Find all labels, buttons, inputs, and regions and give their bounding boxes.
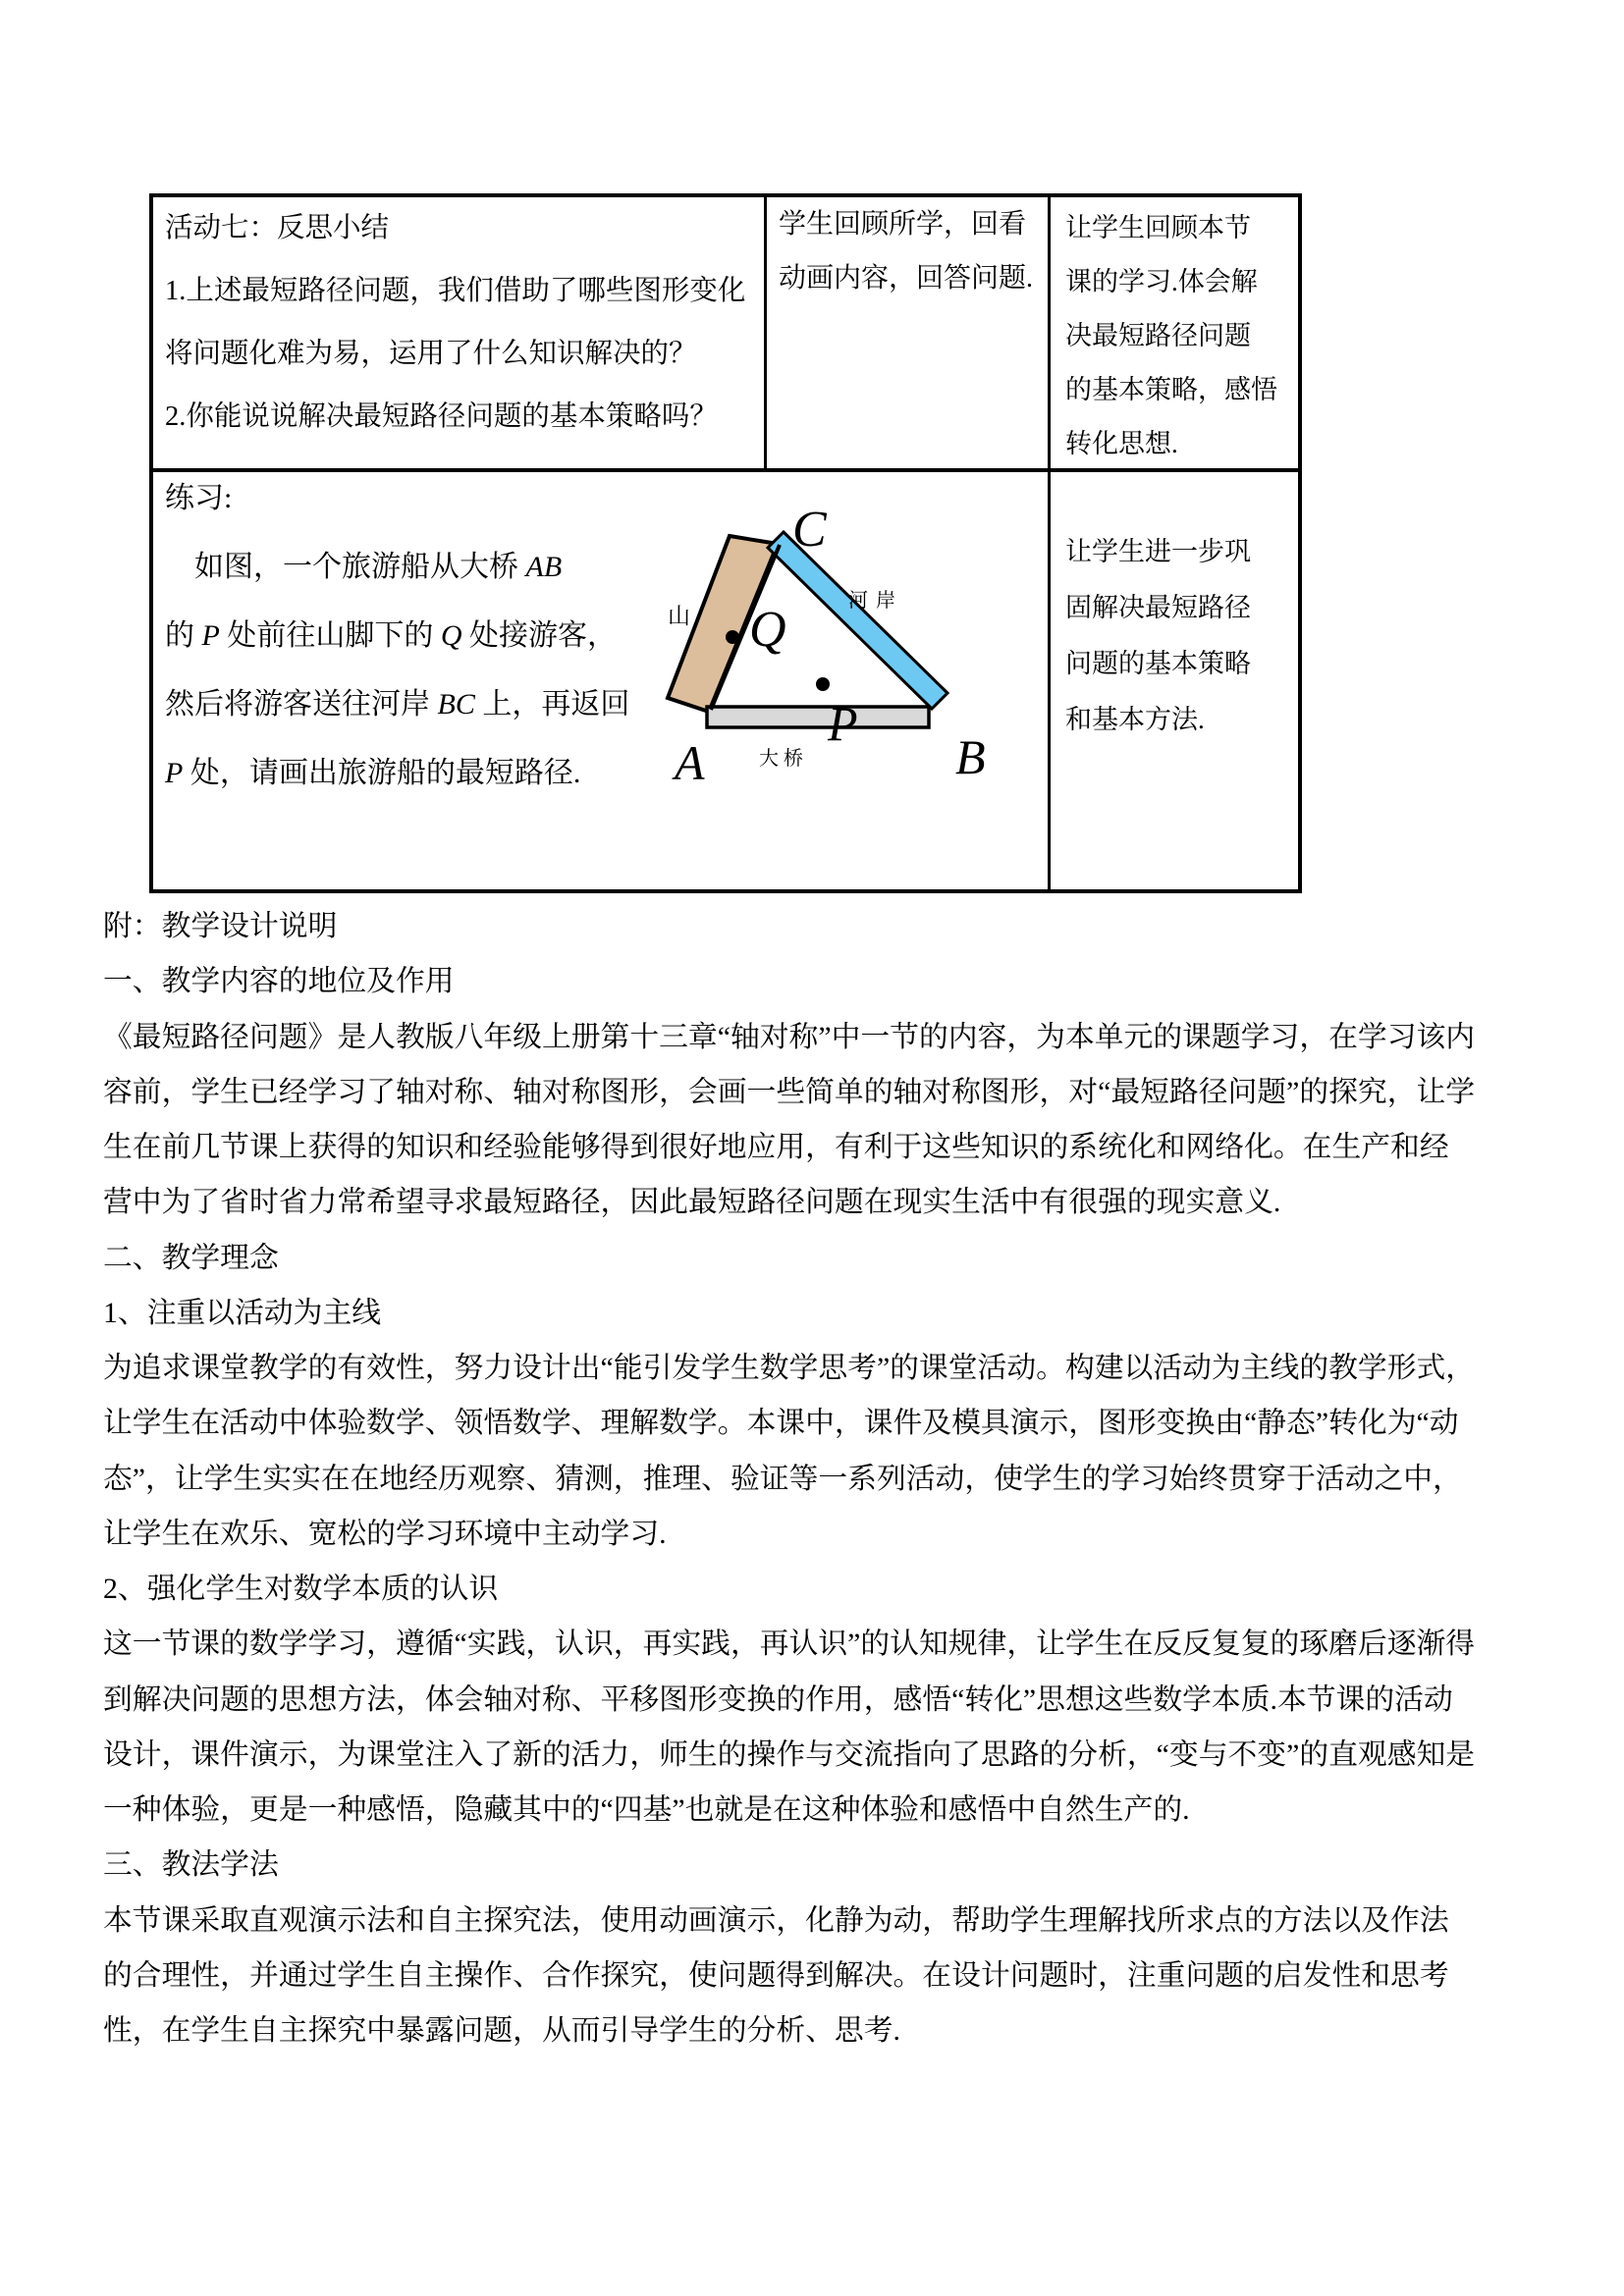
label-c: C <box>792 502 827 558</box>
table-divider-vertical-1 <box>764 197 767 468</box>
cell-design-purpose-row1 <box>1065 201 1299 471</box>
cell-activity-7 <box>165 197 760 449</box>
section-heading: 二、教学理念 <box>103 1241 279 1274</box>
cell-line: 的 P 处前往山脚下的 Q 处接游客， <box>165 619 617 652</box>
sub-heading: 2、强化学生对数学本质的认识 <box>103 1573 499 1605</box>
body-line: 本节课采取直观演示法和自主探究法，使用动画演示，化静为动，帮助学生理解找所求点的方法以及作法 <box>103 1903 1449 1937</box>
body-line: 这一节课的数学学习，遵循“实践，认识，再实践，再认识”的认知规律，让学生在反反复复的琢磨后逐渐得 <box>103 1628 1476 1661</box>
notes-title: 附：教学设计说明 <box>103 910 338 942</box>
cell-student-action <box>779 197 1046 305</box>
label-p: P <box>828 696 858 751</box>
cell-line: 动画内容，回答问题. <box>779 263 1034 294</box>
cell-line: 课的学习.体会解 <box>1065 267 1258 296</box>
body-line: 为追求课堂教学的有效性，努力设计出“能引发学生数学思考”的课堂活动。构建以活动为主线的教学形式， <box>103 1352 1476 1384</box>
sub-heading: 1、注重以活动为主线 <box>103 1296 382 1329</box>
riverbank-strip <box>768 532 947 709</box>
geometry-figure <box>635 483 1048 822</box>
cell-line: 让学生进一步巩 <box>1065 537 1251 566</box>
label-b: B <box>955 729 986 784</box>
point-p-dot <box>816 677 830 691</box>
label-a: A <box>675 735 705 790</box>
body-line: 生在前几节课上获得的知识和经验能够得到很好地应用，有利于这些知识的系统化和网络化。在生产和经 <box>103 1131 1449 1163</box>
cell-line: 和基本方法. <box>1065 705 1205 734</box>
body-line: 到解决问题的思想方法，体会轴对称、平移图形变换的作用，感悟“转化”思想这些数学本质.本节课的活动 <box>103 1682 1453 1716</box>
body-line: 容前，学生已经学习了轴对称、轴对称图形，会画一些简单的轴对称图形，对“最短路径问题”的探究，让学 <box>103 1075 1476 1108</box>
body-line: 设计，课件演示，为课堂注入了新的活力，师生的操作与交流指向了思路的分析，“变与不变”的直观感知是 <box>103 1737 1476 1771</box>
cell-line: 学生回顾所学，回看 <box>779 209 1027 240</box>
design-notes <box>103 899 1507 2058</box>
cell-line: 将问题化难为易，运用了什么知识解决的？ <box>165 339 697 369</box>
label-mountain: 山 <box>668 604 690 628</box>
body-line: 让学生在欢乐、宽松的学习环境中主动学习. <box>103 1517 667 1550</box>
label-q: Q <box>749 602 786 658</box>
cell-line: 1.上述最短路径问题，我们借助了哪些图形变化 <box>165 276 746 306</box>
cell-line: 如图，一个旅游船从大桥 AB <box>165 551 563 583</box>
body-line: 《最短路径问题》是人教版八年级上册第十三章“轴对称”中一节的内容，为本单元的课题学习，在学习该内 <box>103 1020 1476 1053</box>
cell-line: 问题的基本策略 <box>1065 649 1251 678</box>
cell-line: 2.你能说说解决最短路径问题的基本策略吗？ <box>165 401 718 432</box>
point-q-dot <box>726 630 739 644</box>
body-line: 一种体验，更是一种感悟，隐藏其中的“四基”也就是在这种体验和感悟中自然生产的. <box>103 1793 1190 1826</box>
cell-line: 固解决最短路径 <box>1065 593 1251 622</box>
body-line: 性，在学生自主探究中暴露问题，从而引导学生的分析、思考. <box>103 2014 900 2047</box>
body-line: 态”，让学生实实在在地经历观察、猜测，推理、验证等一系列活动，使学生的学习始终贯穿于活动之中， <box>103 1462 1462 1495</box>
cell-line: 活动七：反思小结 <box>165 213 390 243</box>
section-heading: 一、教学内容的地位及作用 <box>103 965 455 998</box>
cell-line: 然后将游客送往河岸 BC 上，再返回 <box>165 688 630 721</box>
cell-line: 转化思想. <box>1065 429 1178 458</box>
cell-line: P 处，请画出旅游船的最短路径. <box>165 757 581 789</box>
body-line: 的合理性，并通过学生自主操作、合作探究，使问题得到解决。在设计问题时，注重问题的启发性和思考 <box>103 1958 1449 1992</box>
body-line: 让学生在活动中体验数学、领悟数学、理解数学。本课中，课件及模具演示，图形变换由“静态”转化为“动 <box>103 1407 1459 1440</box>
bridge-strip <box>707 707 929 727</box>
body-line: 营中为了省时省力常希望寻求最短路径，因此最短路径问题在现实生活中有很强的现实意义. <box>103 1186 1281 1219</box>
cell-line: 的基本策略，感悟 <box>1065 375 1277 404</box>
cell-line: 决最短路径问题 <box>1065 321 1251 350</box>
cell-design-purpose-row2 <box>1065 524 1299 748</box>
cell-line: 练习: <box>165 482 233 514</box>
label-riverbank: 河岸 <box>848 590 903 612</box>
label-bridge: 大桥 <box>759 748 808 770</box>
cell-line: 让学生回顾本节 <box>1065 213 1251 242</box>
table-divider-vertical-2 <box>1048 197 1051 889</box>
section-heading: 三、教法学法 <box>103 1848 279 1882</box>
teaching-plan-table <box>149 193 1302 893</box>
